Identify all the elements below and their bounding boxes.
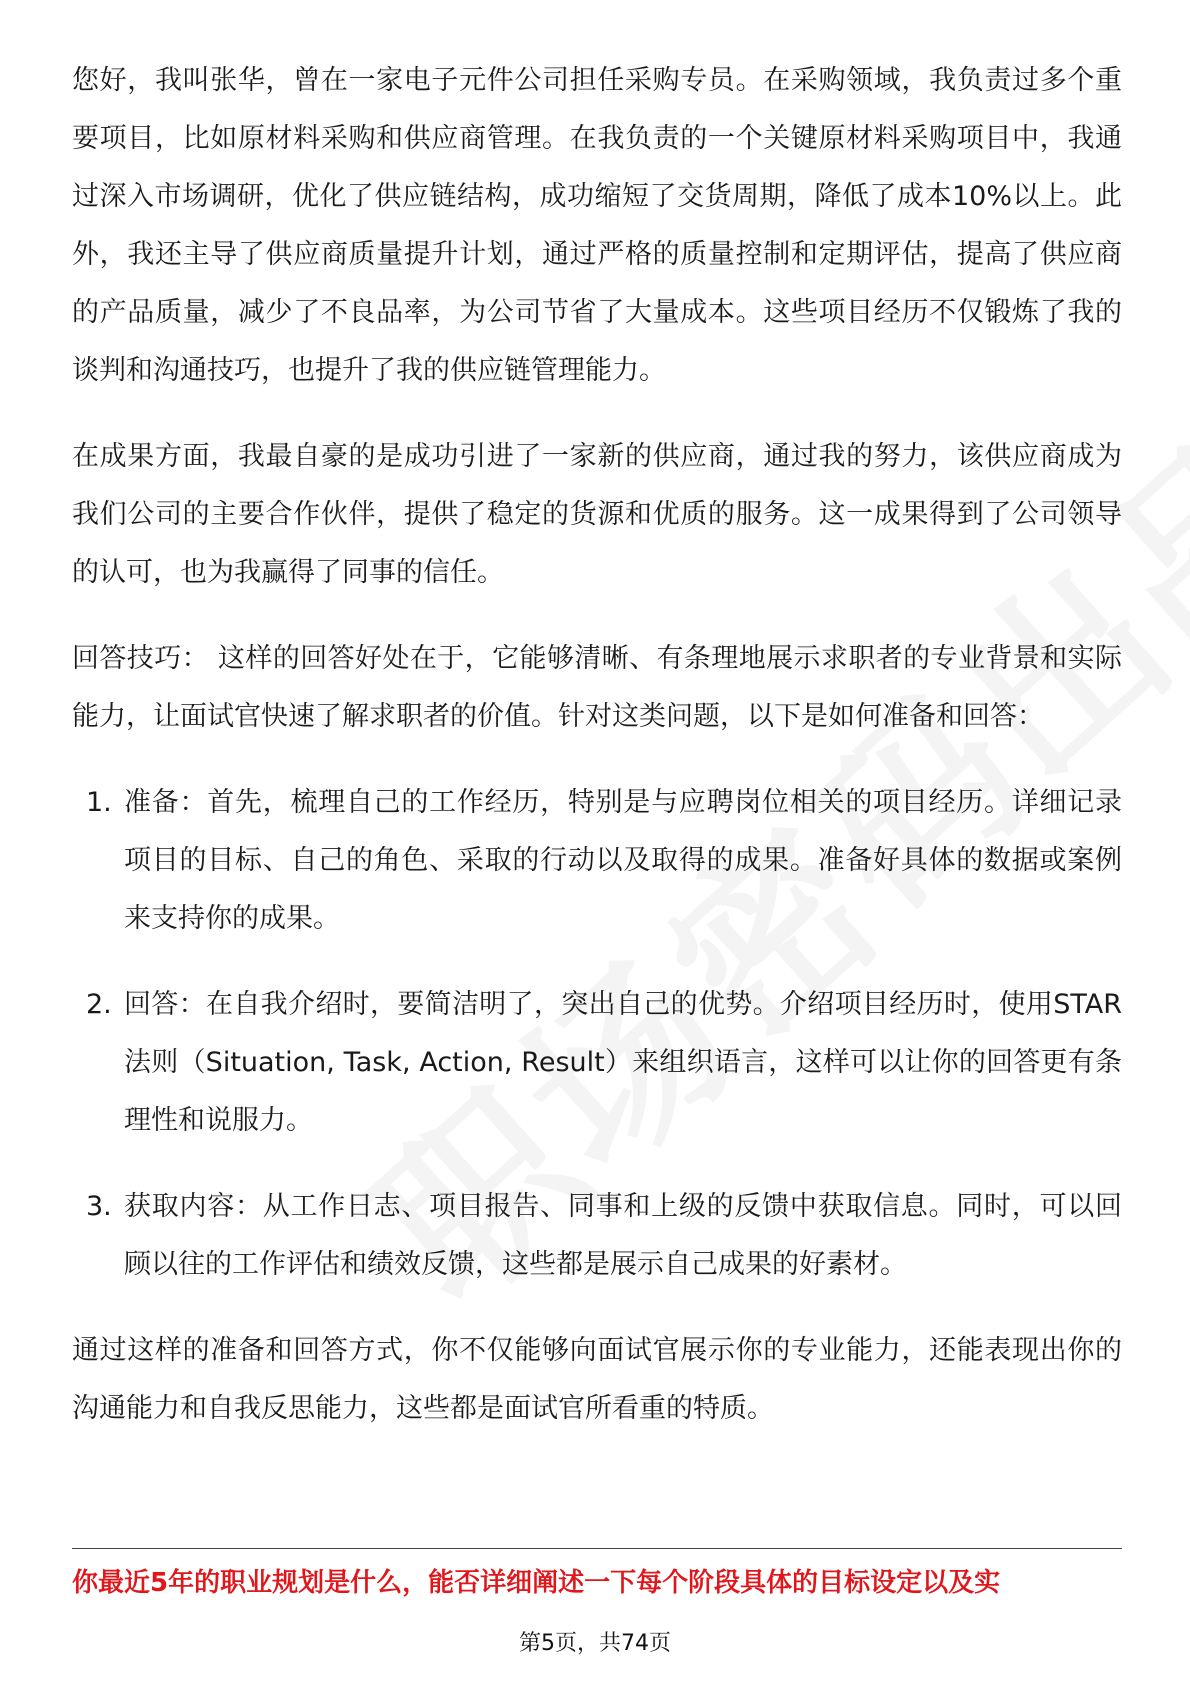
list-item-number: 1. [86,787,112,818]
section-divider [72,1548,1122,1549]
list-item [72,1178,1122,1294]
tips-list [72,774,1122,1294]
list-item-text: 回答：在自我介绍时，要简洁明了，突出自己的优势。介绍项目经历时，使用STAR法则（Situation, Task, Action, Result）来组织语言，这样可以让你的回答更有条理性和说服力。 [124,989,1122,1136]
list-item-number: 2. [86,989,112,1020]
answer-paragraph-intro: 您好，我叫张华，曾在一家电子元件公司担任采购专员。在采购领域，我负责过多个重要项目，比如原材料采购和供应商管理。在我负责的一个关键原材料采购项目中，我通过深入市场调研，优化了供应链结构，成功缩短了交货周期，降低了成本10%以上。此外，我还主导了供应商质量提升计划，通过严格的质量控制和定期评估，提高了供应商的产品质量，减少了不良品率，为公司节省了大量成本。这些项目经历不仅锻炼了我的谈判和沟通技巧，也提升了我的供应链管理能力。 [72,65,1122,386]
next-question-heading: 你最近5年的职业规划是什么，能否详细阐述一下每个阶段具体的目标设定以及实 [72,1568,1001,1598]
list-item [72,976,1122,1150]
answer-paragraph-achievement: 在成果方面，我最自豪的是成功引进了一家新的供应商，通过我的努力，该供应商成为我们公司的主要合作伙伴，提供了稳定的货源和优质的服务。这一成果得到了公司领导的认可，也为我赢得了同事的信任。 [72,441,1122,588]
closing-paragraph: 通过这样的准备和回答方式，你不仅能够向面试官展示你的专业能力，还能表现出你的沟通能力和自我反思能力，这些都是面试官所看重的特质。 [72,1335,1122,1424]
list-item-text: 准备：首先，梳理自己的工作经历，特别是与应聘岗位相关的项目经历。详细记录项目的目标、自己的角色、采取的行动以及取得的成果。准备好具体的数据或案例来支持你的成果。 [124,787,1122,934]
list-item [72,774,1122,948]
answer-tips-paragraph: 回答技巧： 这样的回答好处在于，它能够清晰、有条理地展示求职者的专业背景和实际能力，让面试官快速了解求职者的价值。针对这类问题，以下是如何准备和回答： [72,643,1122,732]
page-number: 第5页，共74页 [519,1631,671,1656]
list-item-number: 3. [86,1191,112,1222]
list-item-text: 获取内容：从工作日志、项目报告、同事和上级的反馈中获取信息。同时，可以回顾以往的工作评估和绩效反馈，这些都是展示自己成果的好素材。 [124,1191,1122,1280]
document-body [72,52,1122,1466]
